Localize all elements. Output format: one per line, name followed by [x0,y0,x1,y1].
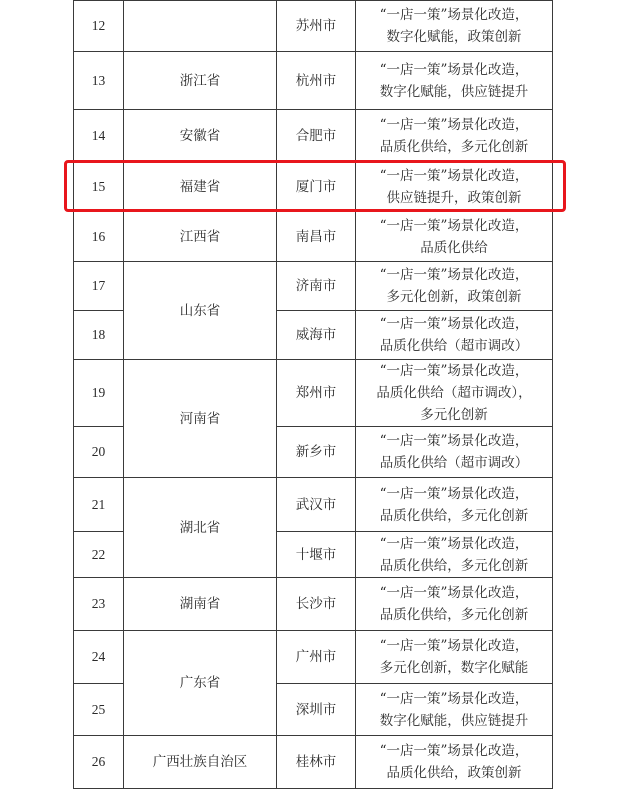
measures-cell: “一店一策”场景化改造， 数字化赋能，供应链提升 [356,684,553,736]
city-cell: 济南市 [277,262,356,311]
row-number: 21 [74,478,124,532]
row-number: 23 [74,578,124,631]
pilot-city-table [73,0,553,789]
table-row [74,736,553,789]
row-number: 22 [74,532,124,578]
city-cell: 桂林市 [277,736,356,789]
measures-cell: “一店一策”场景化改造， 供应链提升，政策创新 [356,163,553,212]
province-cell: 江西省 [124,212,277,262]
row-number: 16 [74,212,124,262]
province-cell: 山东省 [124,262,277,360]
measures-cell: “一店一策”场景化改造， 数字化赋能，供应链提升 [356,52,553,110]
province-cell: 湖南省 [124,578,277,631]
table-row [74,478,553,532]
measures-cell: “一店一策”场景化改造， 品质化供给（超市调改） [356,311,553,360]
row-number: 18 [74,311,124,360]
province-cell: 福建省 [124,163,277,212]
measures-cell: “一店一策”场景化改造， 数字化赋能，政策创新 [356,1,553,52]
measures-cell: “一店一策”场景化改造， 品质化供给，多元化创新 [356,478,553,532]
row-number: 19 [74,360,124,427]
measures-cell: “一店一策”场景化改造， 多元化创新，数字化赋能 [356,631,553,684]
row-number: 20 [74,427,124,478]
city-cell: 郑州市 [277,360,356,427]
measures-cell: “一店一策”场景化改造， 品质化供给，多元化创新 [356,532,553,578]
province-cell: 广西壮族自治区 [124,736,277,789]
row-number: 26 [74,736,124,789]
table-row [74,52,553,110]
measures-cell: “一店一策”场景化改造， 多元化创新，政策创新 [356,262,553,311]
table-row-highlighted [74,163,553,212]
province-cell [124,1,277,52]
measures-cell: “一店一策”场景化改造， 品质化供给（超市调改）， 多元化创新 [356,360,553,427]
city-cell: 新乡市 [277,427,356,478]
province-cell: 广东省 [124,631,277,736]
city-cell: 杭州市 [277,52,356,110]
table-row [74,212,553,262]
city-cell: 武汉市 [277,478,356,532]
measures-cell: “一店一策”场景化改造， 品质化供给 [356,212,553,262]
table-row [74,578,553,631]
city-cell: 深圳市 [277,684,356,736]
measures-cell: “一店一策”场景化改造， 品质化供给，多元化创新 [356,110,553,163]
row-number: 25 [74,684,124,736]
province-cell: 河南省 [124,360,277,478]
table-row [74,262,553,311]
city-cell: 南昌市 [277,212,356,262]
city-cell: 长沙市 [277,578,356,631]
row-number: 24 [74,631,124,684]
city-cell: 苏州市 [277,1,356,52]
measures-cell: “一店一策”场景化改造， 品质化供给，多元化创新 [356,578,553,631]
city-cell: 厦门市 [277,163,356,212]
row-number: 17 [74,262,124,311]
row-number: 12 [74,1,124,52]
province-cell: 安徽省 [124,110,277,163]
table-row [74,631,553,684]
city-cell: 十堰市 [277,532,356,578]
row-number: 14 [74,110,124,163]
measures-cell: “一店一策”场景化改造， 品质化供给，政策创新 [356,736,553,789]
row-number: 15 [74,163,124,212]
row-number: 13 [74,52,124,110]
table-row [74,110,553,163]
province-cell: 浙江省 [124,52,277,110]
measures-cell: “一店一策”场景化改造， 品质化供给（超市调改） [356,427,553,478]
table-row [74,360,553,427]
city-cell: 威海市 [277,311,356,360]
city-cell: 合肥市 [277,110,356,163]
table-row [74,1,553,52]
province-cell: 湖北省 [124,478,277,578]
city-cell: 广州市 [277,631,356,684]
